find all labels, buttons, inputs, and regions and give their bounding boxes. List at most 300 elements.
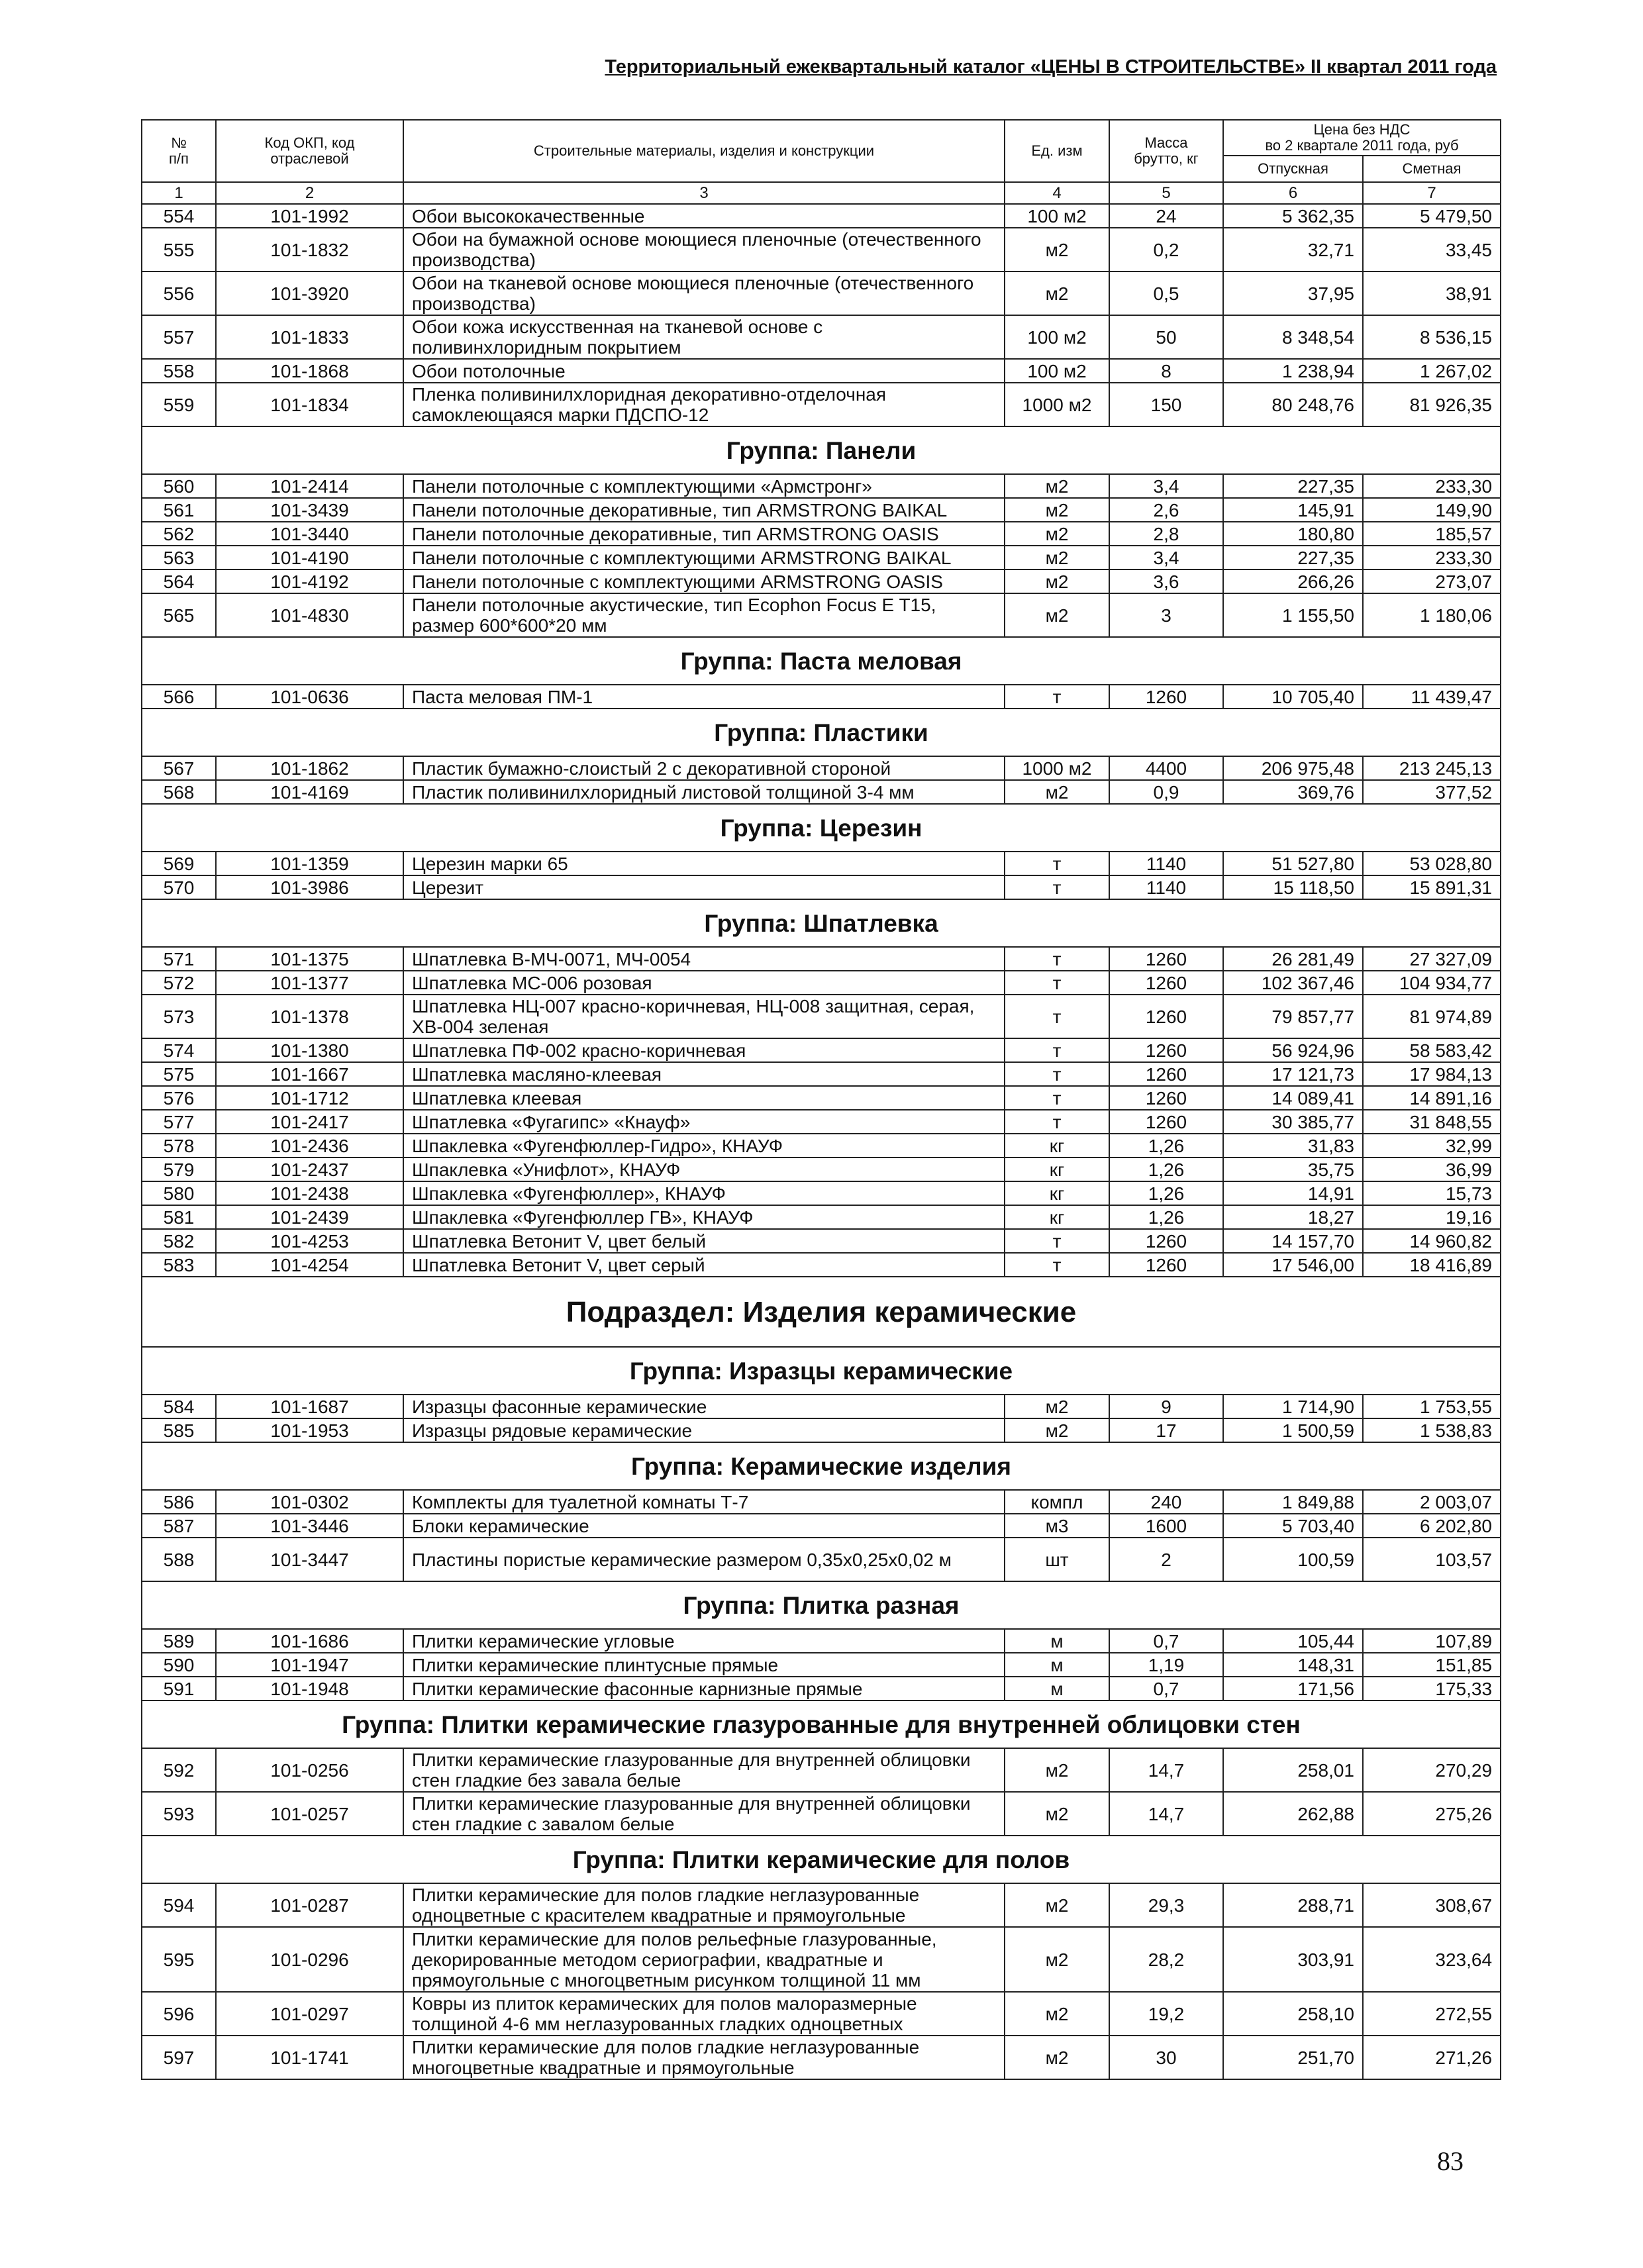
item-price-release: 31,83	[1223, 1134, 1363, 1158]
item-price-estimate: 1 753,55	[1363, 1395, 1501, 1418]
group-heading-row	[142, 1442, 1501, 1490]
item-name: Шпатлевка Ветонит V, цвет серый	[403, 1253, 1005, 1277]
item-mass: 0,2	[1109, 228, 1223, 271]
group-heading: Группа: Плитки керамические глазурованные для внутренней облицовки стен	[142, 1701, 1501, 1748]
item-unit: м2	[1005, 1792, 1109, 1836]
item-unit: м2	[1005, 546, 1109, 569]
item-unit: м2	[1005, 228, 1109, 271]
item-unit: м	[1005, 1629, 1109, 1653]
item-unit: 1000 м2	[1005, 383, 1109, 426]
item-price-estimate: 213 245,13	[1363, 756, 1501, 780]
item-price-release: 14,91	[1223, 1181, 1363, 1205]
item-price-estimate: 149,90	[1363, 498, 1501, 522]
item-mass: 240	[1109, 1490, 1223, 1514]
group-heading: Группа: Плитки керамические для полов	[142, 1836, 1501, 1883]
group-heading: Группа: Изразцы керамические	[142, 1347, 1501, 1395]
item-number: 589	[142, 1629, 216, 1653]
item-number: 557	[142, 315, 216, 359]
item-unit: м2	[1005, 2036, 1109, 2079]
item-mass: 3,4	[1109, 546, 1223, 569]
item-unit: т	[1005, 875, 1109, 899]
item-code: 101-1375	[216, 947, 403, 971]
item-mass: 8	[1109, 359, 1223, 383]
item-price-release: 17 121,73	[1223, 1062, 1363, 1086]
item-mass: 3	[1109, 593, 1223, 637]
item-unit: м	[1005, 1653, 1109, 1677]
item-mass: 0,5	[1109, 271, 1223, 315]
item-name: Церезит	[403, 875, 1005, 899]
item-name: Шпатлевка клеевая	[403, 1086, 1005, 1110]
item-price-estimate: 58 583,42	[1363, 1038, 1501, 1062]
item-mass: 2	[1109, 1538, 1223, 1581]
item-name: Пластины пористые керамические размером 0,35х0,25х0,02 м	[403, 1538, 1005, 1581]
item-unit: 100 м2	[1005, 204, 1109, 228]
item-unit: 100 м2	[1005, 315, 1109, 359]
item-price-release: 258,10	[1223, 1992, 1363, 2036]
table-row	[142, 1086, 1501, 1110]
table-row	[142, 947, 1501, 971]
item-number: 561	[142, 498, 216, 522]
item-unit: м2	[1005, 522, 1109, 546]
item-code: 101-1834	[216, 383, 403, 426]
item-mass: 1260	[1109, 995, 1223, 1038]
item-price-release: 14 089,41	[1223, 1086, 1363, 1110]
item-number: 565	[142, 593, 216, 637]
item-price-release: 1 849,88	[1223, 1490, 1363, 1514]
item-code: 101-3446	[216, 1514, 403, 1538]
item-unit: 1000 м2	[1005, 756, 1109, 780]
table-row	[142, 315, 1501, 359]
item-unit: м2	[1005, 1418, 1109, 1442]
item-code: 101-0296	[216, 1927, 403, 1992]
item-price-release: 35,75	[1223, 1158, 1363, 1181]
item-price-release: 369,76	[1223, 780, 1363, 804]
item-name: Плитки керамические для полов рельефные глазурованные, декорированные методом сериографии, квадратные и прямоугольные с многоцветным рисунком толщиной 11 мм	[403, 1927, 1005, 1992]
group-heading: Группа: Шпатлевка	[142, 899, 1501, 947]
col-header-price-estimate: Сметная	[1363, 156, 1501, 182]
table-row	[142, 1062, 1501, 1086]
item-price-estimate: 107,89	[1363, 1629, 1501, 1653]
page-number: 83	[1437, 2146, 1464, 2176]
item-number: 586	[142, 1490, 216, 1514]
item-price-release: 206 975,48	[1223, 756, 1363, 780]
item-price-release: 51 527,80	[1223, 852, 1363, 875]
group-heading: Группа: Плитка разная	[142, 1581, 1501, 1629]
item-unit: м2	[1005, 569, 1109, 593]
item-price-estimate: 17 984,13	[1363, 1062, 1501, 1086]
table-row	[142, 1229, 1501, 1253]
group-heading-row	[142, 1836, 1501, 1883]
item-code: 101-1377	[216, 971, 403, 995]
item-mass: 19,2	[1109, 1992, 1223, 2036]
table-row	[142, 1538, 1501, 1581]
item-mass: 14,7	[1109, 1748, 1223, 1792]
item-number: 556	[142, 271, 216, 315]
item-name: Обои потолочные	[403, 359, 1005, 383]
table-header-row	[142, 120, 1501, 156]
item-unit: кг	[1005, 1134, 1109, 1158]
col-header-price: Цена без НДС во 2 квартале 2011 года, руб	[1223, 120, 1501, 156]
item-unit: компл	[1005, 1490, 1109, 1514]
item-mass: 0,7	[1109, 1629, 1223, 1653]
item-number: 578	[142, 1134, 216, 1158]
item-code: 101-2417	[216, 1110, 403, 1134]
item-number: 590	[142, 1653, 216, 1677]
item-price-estimate: 18 416,89	[1363, 1253, 1501, 1277]
item-price-release: 30 385,77	[1223, 1110, 1363, 1134]
table-row	[142, 756, 1501, 780]
item-unit: м2	[1005, 1992, 1109, 2036]
table-row	[142, 522, 1501, 546]
item-code: 101-0636	[216, 685, 403, 709]
item-unit: м3	[1005, 1514, 1109, 1538]
item-mass: 1260	[1109, 971, 1223, 995]
item-code: 101-1667	[216, 1062, 403, 1086]
item-price-release: 26 281,49	[1223, 947, 1363, 971]
item-unit: т	[1005, 1062, 1109, 1086]
item-code: 101-1948	[216, 1677, 403, 1701]
item-price-release: 1 714,90	[1223, 1395, 1363, 1418]
table-row	[142, 1748, 1501, 1792]
subsection-heading-row	[142, 1277, 1501, 1347]
table-row	[142, 875, 1501, 899]
item-code: 101-1378	[216, 995, 403, 1038]
item-price-estimate: 233,30	[1363, 474, 1501, 498]
col-header-unit: Ед. изм	[1005, 120, 1109, 182]
item-price-release: 227,35	[1223, 474, 1363, 498]
item-unit: т	[1005, 1229, 1109, 1253]
table-row	[142, 498, 1501, 522]
item-price-release: 180,80	[1223, 522, 1363, 546]
item-number: 588	[142, 1538, 216, 1581]
item-price-release: 266,26	[1223, 569, 1363, 593]
item-code: 101-1741	[216, 2036, 403, 2079]
item-price-release: 145,91	[1223, 498, 1363, 522]
group-heading-row	[142, 426, 1501, 474]
col-header-num: № п/п	[142, 120, 216, 182]
group-heading-row	[142, 1347, 1501, 1395]
item-code: 101-1947	[216, 1653, 403, 1677]
table-row	[142, 995, 1501, 1038]
subsection-heading: Подраздел: Изделия керамические	[142, 1277, 1501, 1347]
item-number: 558	[142, 359, 216, 383]
item-price-release: 227,35	[1223, 546, 1363, 569]
table-row	[142, 1205, 1501, 1229]
table-row	[142, 1395, 1501, 1418]
table-row	[142, 569, 1501, 593]
item-price-release: 80 248,76	[1223, 383, 1363, 426]
item-number: 566	[142, 685, 216, 709]
item-number: 569	[142, 852, 216, 875]
item-mass: 9	[1109, 1395, 1223, 1418]
item-price-estimate: 5 479,50	[1363, 204, 1501, 228]
item-name: Блоки керамические	[403, 1514, 1005, 1538]
item-price-release: 148,31	[1223, 1653, 1363, 1677]
item-number: 576	[142, 1086, 216, 1110]
item-name: Пленка поливинилхлоридная декоративно-отделочная самоклеющаяся марки ПДСПО-12	[403, 383, 1005, 426]
col-index: 3	[403, 182, 1005, 204]
item-mass: 3,4	[1109, 474, 1223, 498]
item-mass: 1140	[1109, 875, 1223, 899]
table-row	[142, 685, 1501, 709]
item-name: Панели потолочные декоративные, тип ARMSTRONG BAIKAL	[403, 498, 1005, 522]
item-number: 593	[142, 1792, 216, 1836]
item-unit: м2	[1005, 271, 1109, 315]
table-row	[142, 1418, 1501, 1442]
item-price-release: 5 703,40	[1223, 1514, 1363, 1538]
table-row	[142, 1992, 1501, 2036]
item-price-release: 8 348,54	[1223, 315, 1363, 359]
item-price-release: 100,59	[1223, 1538, 1363, 1581]
item-price-release: 1 238,94	[1223, 359, 1363, 383]
table-body	[142, 204, 1501, 2079]
item-price-estimate: 15 891,31	[1363, 875, 1501, 899]
item-mass: 1,26	[1109, 1134, 1223, 1158]
item-number: 568	[142, 780, 216, 804]
item-price-estimate: 233,30	[1363, 546, 1501, 569]
item-name: Церезин марки 65	[403, 852, 1005, 875]
item-name: Обои на бумажной основе моющиеся пленочные (отечественного производства)	[403, 228, 1005, 271]
item-name: Панели потолочные с комплектующими ARMSTRONG BAIKAL	[403, 546, 1005, 569]
item-code: 101-3447	[216, 1538, 403, 1581]
item-number: 563	[142, 546, 216, 569]
item-code: 101-4830	[216, 593, 403, 637]
item-price-estimate: 1 538,83	[1363, 1418, 1501, 1442]
item-price-estimate: 272,55	[1363, 1992, 1501, 2036]
item-number: 555	[142, 228, 216, 271]
item-price-release: 171,56	[1223, 1677, 1363, 1701]
item-number: 591	[142, 1677, 216, 1701]
item-price-release: 105,44	[1223, 1629, 1363, 1653]
item-price-estimate: 81 926,35	[1363, 383, 1501, 426]
table-row	[142, 1514, 1501, 1538]
item-code: 101-1832	[216, 228, 403, 271]
item-name: Пластик бумажно-слоистый 2 с декоративной стороной	[403, 756, 1005, 780]
item-name: Плитки керамические угловые	[403, 1629, 1005, 1653]
group-heading: Группа: Церезин	[142, 804, 1501, 852]
item-unit: м2	[1005, 1395, 1109, 1418]
table-row	[142, 2036, 1501, 2079]
item-mass: 1260	[1109, 947, 1223, 971]
group-heading-row	[142, 1701, 1501, 1748]
item-name: Панели потолочные акустические, тип Ecophon Focus E T15, размер 600*600*20 мм	[403, 593, 1005, 637]
item-number: 582	[142, 1229, 216, 1253]
col-index: 7	[1363, 182, 1501, 204]
item-name: Плитки керамические фасонные карнизные прямые	[403, 1677, 1005, 1701]
item-mass: 1260	[1109, 1086, 1223, 1110]
item-price-release: 37,95	[1223, 271, 1363, 315]
item-unit: т	[1005, 1110, 1109, 1134]
item-number: 559	[142, 383, 216, 426]
item-name: Панели потолочные с комплектующими «Армстронг»	[403, 474, 1005, 498]
item-name: Шпатлевка «Фугагипс» «Кнауф»	[403, 1110, 1005, 1134]
table-row	[142, 971, 1501, 995]
item-price-estimate: 14 891,16	[1363, 1086, 1501, 1110]
col-header-name: Строительные материалы, изделия и конструкции	[403, 120, 1005, 182]
col-header-price-release: Отпускная	[1223, 156, 1363, 182]
item-unit: 100 м2	[1005, 359, 1109, 383]
item-number: 594	[142, 1883, 216, 1927]
item-mass: 1,26	[1109, 1181, 1223, 1205]
table-row	[142, 383, 1501, 426]
item-price-estimate: 19,16	[1363, 1205, 1501, 1229]
item-name: Обои на тканевой основе моющиеся пленочные (отечественного производства)	[403, 271, 1005, 315]
item-price-estimate: 33,45	[1363, 228, 1501, 271]
item-name: Обои кожа искусственная на тканевой основе с поливинхлоридным покрытием	[403, 315, 1005, 359]
item-number: 592	[142, 1748, 216, 1792]
item-price-estimate: 36,99	[1363, 1158, 1501, 1181]
item-name: Шпаклевка «Фугенфюллер», КНАУФ	[403, 1181, 1005, 1205]
item-code: 101-1992	[216, 204, 403, 228]
item-mass: 2,6	[1109, 498, 1223, 522]
item-number: 595	[142, 1927, 216, 1992]
item-mass: 17	[1109, 1418, 1223, 1442]
item-name: Панели потолочные декоративные, тип ARMSTRONG OASIS	[403, 522, 1005, 546]
item-name: Шпаклевка «Фугенфюллер ГВ», КНАУФ	[403, 1205, 1005, 1229]
item-code: 101-1686	[216, 1629, 403, 1653]
item-number: 584	[142, 1395, 216, 1418]
item-price-estimate: 11 439,47	[1363, 685, 1501, 709]
item-price-release: 303,91	[1223, 1927, 1363, 1992]
item-number: 580	[142, 1181, 216, 1205]
col-index: 6	[1223, 182, 1363, 204]
item-price-estimate: 6 202,80	[1363, 1514, 1501, 1538]
table-row	[142, 204, 1501, 228]
item-mass: 2,8	[1109, 522, 1223, 546]
item-unit: м2	[1005, 474, 1109, 498]
item-price-estimate: 14 960,82	[1363, 1229, 1501, 1253]
page-header: Территориальный ежеквартальный каталог «ЦЕНЫ В СТРОИТЕЛЬСТВЕ» II квартал 2011 года	[605, 56, 1497, 77]
item-name: Панели потолочные с комплектующими ARMSTRONG OASIS	[403, 569, 1005, 593]
item-mass: 1140	[1109, 852, 1223, 875]
item-price-release: 17 546,00	[1223, 1253, 1363, 1277]
item-name: Плитки керамические для полов гладкие неглазурованные одноцветные с красителем квадратные и прямоугольные	[403, 1883, 1005, 1927]
item-mass: 1260	[1109, 685, 1223, 709]
group-heading-row	[142, 1581, 1501, 1629]
item-mass: 30	[1109, 2036, 1223, 2079]
item-name: Паста меловая ПМ-1	[403, 685, 1005, 709]
item-code: 101-1953	[216, 1418, 403, 1442]
item-price-estimate: 308,67	[1363, 1883, 1501, 1927]
item-unit: т	[1005, 995, 1109, 1038]
item-unit: кг	[1005, 1181, 1109, 1205]
item-price-estimate: 1 267,02	[1363, 359, 1501, 383]
table-row	[142, 593, 1501, 637]
item-price-release: 18,27	[1223, 1205, 1363, 1229]
table-row	[142, 1134, 1501, 1158]
item-unit: м	[1005, 1677, 1109, 1701]
item-price-estimate: 175,33	[1363, 1677, 1501, 1701]
item-name: Шпаклевка «Унифлот», КНАУФ	[403, 1158, 1005, 1181]
item-code: 101-2414	[216, 474, 403, 498]
item-number: 587	[142, 1514, 216, 1538]
item-mass: 3,6	[1109, 569, 1223, 593]
table-row	[142, 780, 1501, 804]
item-code: 101-0297	[216, 1992, 403, 2036]
item-name: Изразцы рядовые керамические	[403, 1418, 1005, 1442]
table-row	[142, 852, 1501, 875]
item-price-estimate: 81 974,89	[1363, 995, 1501, 1038]
item-price-estimate: 8 536,15	[1363, 315, 1501, 359]
item-unit: т	[1005, 1086, 1109, 1110]
item-mass: 1,19	[1109, 1653, 1223, 1677]
item-name: Шпаклевка «Фугенфюллер-Гидро», КНАУФ	[403, 1134, 1005, 1158]
item-price-estimate: 185,57	[1363, 522, 1501, 546]
col-index: 1	[142, 182, 216, 204]
item-price-estimate: 31 848,55	[1363, 1110, 1501, 1134]
item-price-estimate: 151,85	[1363, 1653, 1501, 1677]
item-unit: т	[1005, 971, 1109, 995]
col-header-code: Код ОКП, код отраслевой	[216, 120, 403, 182]
item-number: 579	[142, 1158, 216, 1181]
table-row	[142, 1927, 1501, 1992]
table-row	[142, 271, 1501, 315]
column-index-row	[142, 182, 1501, 204]
item-price-release: 79 857,77	[1223, 995, 1363, 1038]
item-number: 577	[142, 1110, 216, 1134]
item-unit: кг	[1005, 1158, 1109, 1181]
item-price-estimate: 27 327,09	[1363, 947, 1501, 971]
item-price-estimate: 104 934,77	[1363, 971, 1501, 995]
table-row	[142, 1158, 1501, 1181]
item-price-release: 1 155,50	[1223, 593, 1363, 637]
item-mass: 50	[1109, 315, 1223, 359]
item-price-release: 288,71	[1223, 1883, 1363, 1927]
item-code: 101-1868	[216, 359, 403, 383]
item-code: 101-3440	[216, 522, 403, 546]
table-row	[142, 546, 1501, 569]
group-heading-row	[142, 637, 1501, 685]
item-price-release: 32,71	[1223, 228, 1363, 271]
item-price-release: 15 118,50	[1223, 875, 1363, 899]
col-index: 2	[216, 182, 403, 204]
item-unit: т	[1005, 1038, 1109, 1062]
table-row	[142, 1883, 1501, 1927]
group-heading: Группа: Керамические изделия	[142, 1442, 1501, 1490]
item-code: 101-1380	[216, 1038, 403, 1062]
group-heading-row	[142, 804, 1501, 852]
item-price-release: 5 362,35	[1223, 204, 1363, 228]
item-name: Изразцы фасонные керамические	[403, 1395, 1005, 1418]
item-code: 101-4253	[216, 1229, 403, 1253]
item-price-release: 262,88	[1223, 1792, 1363, 1836]
item-number: 581	[142, 1205, 216, 1229]
item-price-estimate: 53 028,80	[1363, 852, 1501, 875]
item-mass: 14,7	[1109, 1792, 1223, 1836]
item-name: Обои высококачественные	[403, 204, 1005, 228]
item-name: Пластик поливинилхлоридный листовой толщиной 3-4 мм	[403, 780, 1005, 804]
group-heading: Группа: Пластики	[142, 709, 1501, 756]
item-unit: кг	[1005, 1205, 1109, 1229]
item-number: 573	[142, 995, 216, 1038]
item-number: 570	[142, 875, 216, 899]
item-mass: 4400	[1109, 756, 1223, 780]
item-name: Плитки керамические плинтусные прямые	[403, 1653, 1005, 1677]
item-mass: 1,26	[1109, 1205, 1223, 1229]
item-unit: м2	[1005, 1748, 1109, 1792]
item-unit: м2	[1005, 1883, 1109, 1927]
item-code: 101-3439	[216, 498, 403, 522]
item-number: 554	[142, 204, 216, 228]
item-price-estimate: 1 180,06	[1363, 593, 1501, 637]
item-price-estimate: 15,73	[1363, 1181, 1501, 1205]
item-price-release: 251,70	[1223, 2036, 1363, 2079]
item-code: 101-2439	[216, 1205, 403, 1229]
item-mass: 1260	[1109, 1110, 1223, 1134]
item-code: 101-3920	[216, 271, 403, 315]
item-unit: т	[1005, 852, 1109, 875]
item-number: 567	[142, 756, 216, 780]
